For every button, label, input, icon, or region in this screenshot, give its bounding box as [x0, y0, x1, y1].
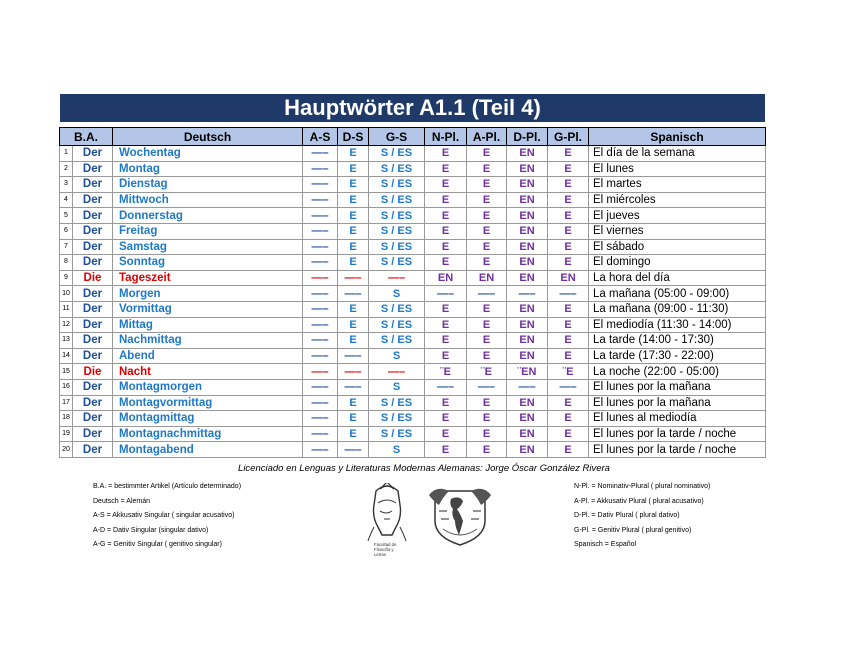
spanish-translation-cell: El lunes al mediodía [589, 411, 766, 427]
german-word-cell: Montagnachmittag [113, 426, 303, 442]
article-cell: Der [73, 255, 113, 271]
genitiv-singular-cell: S / ES [369, 192, 425, 208]
genitiv-singular-cell: S / ES [369, 223, 425, 239]
genitiv-plural-cell: E [548, 177, 589, 193]
nominativ-plural-cell: E [425, 333, 467, 349]
table-row [60, 442, 766, 458]
article-cell: Der [73, 348, 113, 364]
spanish-translation-cell: El sábado [589, 239, 766, 255]
spanish-translation-cell: El lunes [589, 161, 766, 177]
genitiv-plural-cell: E [548, 317, 589, 333]
akkusativ-plural-cell: E [467, 192, 507, 208]
row-number: 1 [60, 146, 73, 162]
akkusativ-singular-cell: —– [303, 255, 338, 271]
german-word-cell: Abend [113, 348, 303, 364]
dativ-plural-cell: ¨EN [507, 364, 548, 380]
nominativ-plural-cell: E [425, 301, 467, 317]
table-row [60, 333, 766, 349]
article-cell: Der [73, 286, 113, 302]
spanish-translation-cell: El domingo [589, 255, 766, 271]
row-number: 4 [60, 192, 73, 208]
spanish-translation-cell: El mediodía (11:30 - 14:00) [589, 317, 766, 333]
spanish-translation-cell: La tarde (17:30 - 22:00) [589, 348, 766, 364]
genitiv-plural-cell: E [548, 301, 589, 317]
spanish-translation-cell: La tarde (14:00 - 17:30) [589, 333, 766, 349]
dativ-singular-cell: E [338, 301, 369, 317]
genitiv-plural-cell: E [548, 239, 589, 255]
german-word-cell: Montagmorgen [113, 379, 303, 395]
dativ-plural-cell: EN [507, 239, 548, 255]
dativ-singular-cell: E [338, 317, 369, 333]
genitiv-singular-cell: S [369, 442, 425, 458]
genitiv-singular-cell: S / ES [369, 161, 425, 177]
akkusativ-singular-cell: —– [303, 239, 338, 255]
dativ-singular-cell: E [338, 177, 369, 193]
table-row [60, 348, 766, 364]
row-number: 19 [60, 426, 73, 442]
header-gpl: G-Pl. [548, 128, 589, 146]
dativ-singular-cell: E [338, 146, 369, 162]
akkusativ-plural-cell: E [467, 301, 507, 317]
article-cell: Der [73, 301, 113, 317]
article-cell: Der [73, 208, 113, 224]
genitiv-plural-cell: E [548, 161, 589, 177]
akkusativ-singular-cell: —– [303, 411, 338, 427]
dativ-plural-cell: EN [507, 411, 548, 427]
akkusativ-singular-cell: —– [303, 161, 338, 177]
akkusativ-plural-cell: E [467, 442, 507, 458]
ffyl-logo [362, 483, 412, 559]
genitiv-plural-cell: —– [548, 379, 589, 395]
genitiv-singular-cell: —– [369, 270, 425, 286]
dativ-plural-cell: EN [507, 348, 548, 364]
genitiv-singular-cell: S [369, 379, 425, 395]
genitiv-singular-cell: S / ES [369, 177, 425, 193]
akkusativ-singular-cell: —– [303, 146, 338, 162]
page-title: Hauptwörter A1.1 (Teil 4) [60, 94, 765, 122]
row-number: 7 [60, 239, 73, 255]
dativ-plural-cell: EN [507, 223, 548, 239]
vocabulary-table [59, 127, 766, 458]
nominativ-plural-cell: E [425, 223, 467, 239]
german-word-cell: Vormittag [113, 301, 303, 317]
header-spanisch: Spanisch [589, 128, 766, 146]
german-word-cell: Donnerstag [113, 208, 303, 224]
spanish-translation-cell: La mañana (09:00 - 11:30) [589, 301, 766, 317]
genitiv-singular-cell: S / ES [369, 301, 425, 317]
spanish-translation-cell: La mañana (05:00 - 09:00) [589, 286, 766, 302]
dativ-plural-cell: EN [507, 442, 548, 458]
akkusativ-plural-cell: —– [467, 379, 507, 395]
row-number: 5 [60, 208, 73, 224]
article-cell: Der [73, 426, 113, 442]
legend-item: D-Pl. = Dativ Plural ( plural dativo) [574, 512, 680, 520]
genitiv-singular-cell: S / ES [369, 426, 425, 442]
akkusativ-singular-cell: —– [303, 348, 338, 364]
akkusativ-singular-cell: —– [303, 333, 338, 349]
article-cell: Der [73, 177, 113, 193]
table-row [60, 395, 766, 411]
genitiv-plural-cell: E [548, 395, 589, 411]
dativ-plural-cell: EN [507, 208, 548, 224]
dativ-plural-cell: EN [507, 177, 548, 193]
genitiv-singular-cell: S / ES [369, 317, 425, 333]
dativ-singular-cell: E [338, 333, 369, 349]
dativ-plural-cell: EN [507, 333, 548, 349]
akkusativ-plural-cell: E [467, 333, 507, 349]
genitiv-plural-cell: —– [548, 286, 589, 302]
akkusativ-singular-cell: —– [303, 192, 338, 208]
legend-item: G-Pl. = Genitiv Plural ( plural genitivo) [574, 526, 692, 534]
genitiv-plural-cell: E [548, 348, 589, 364]
akkusativ-plural-cell: E [467, 239, 507, 255]
akkusativ-singular-cell: —– [303, 286, 338, 302]
row-number: 12 [60, 317, 73, 333]
article-cell: Der [73, 223, 113, 239]
akkusativ-singular-cell: —– [303, 426, 338, 442]
row-number: 2 [60, 161, 73, 177]
dativ-singular-cell: —– [338, 364, 369, 380]
row-number: 16 [60, 379, 73, 395]
spanish-translation-cell: El lunes por la tarde / noche [589, 426, 766, 442]
german-word-cell: Nacht [113, 364, 303, 380]
nominativ-plural-cell: E [425, 395, 467, 411]
genitiv-singular-cell: S [369, 348, 425, 364]
genitiv-singular-cell: S / ES [369, 411, 425, 427]
ffyl-logo-text: Filosofía y [374, 547, 394, 552]
german-word-cell: Morgen [113, 286, 303, 302]
table-row [60, 426, 766, 442]
table-row [60, 208, 766, 224]
genitiv-singular-cell: S [369, 286, 425, 302]
genitiv-plural-cell: E [548, 255, 589, 271]
nominativ-plural-cell: E [425, 348, 467, 364]
row-number: 15 [60, 364, 73, 380]
dativ-plural-cell: EN [507, 146, 548, 162]
genitiv-singular-cell: S / ES [369, 208, 425, 224]
nominativ-plural-cell: E [425, 177, 467, 193]
ffyl-logo-text: Facultad de [374, 542, 397, 547]
dativ-plural-cell: EN [507, 395, 548, 411]
nominativ-plural-cell: E [425, 208, 467, 224]
header-as: A-S [303, 128, 338, 146]
spanish-translation-cell: El lunes por la mañana [589, 379, 766, 395]
header-apl: A-Pl. [467, 128, 507, 146]
table-row [60, 317, 766, 333]
dativ-singular-cell: E [338, 223, 369, 239]
akkusativ-plural-cell: E [467, 223, 507, 239]
akkusativ-plural-cell: E [467, 255, 507, 271]
genitiv-plural-cell: E [548, 192, 589, 208]
akkusativ-plural-cell: E [467, 146, 507, 162]
row-number: 18 [60, 411, 73, 427]
genitiv-singular-cell: S / ES [369, 255, 425, 271]
article-cell: Der [73, 192, 113, 208]
table-row [60, 239, 766, 255]
dativ-plural-cell: —– [507, 286, 548, 302]
akkusativ-singular-cell: —– [303, 177, 338, 193]
dativ-singular-cell: E [338, 395, 369, 411]
akkusativ-singular-cell: —– [303, 301, 338, 317]
dativ-singular-cell: E [338, 255, 369, 271]
author-credit: Licenciado en Lenguas y Literaturas Modernas Alemanas: Jorge Óscar González Rivera [238, 463, 610, 474]
nominativ-plural-cell: —– [425, 286, 467, 302]
dativ-singular-cell: —– [338, 348, 369, 364]
nominativ-plural-cell: E [425, 255, 467, 271]
german-word-cell: Mittwoch [113, 192, 303, 208]
row-number: 8 [60, 255, 73, 271]
german-word-cell: Montagabend [113, 442, 303, 458]
akkusativ-plural-cell: —– [467, 286, 507, 302]
genitiv-plural-cell: E [548, 208, 589, 224]
legend-item: A-D = Dativ Singular (singular dativo) [93, 526, 209, 534]
akkusativ-plural-cell: E [467, 426, 507, 442]
genitiv-plural-cell: E [548, 223, 589, 239]
german-word-cell: Samstag [113, 239, 303, 255]
row-number: 11 [60, 301, 73, 317]
akkusativ-singular-cell: —– [303, 317, 338, 333]
nominativ-plural-cell: E [425, 442, 467, 458]
legend-item: Deutsch = Alemán [93, 497, 151, 505]
nominativ-plural-cell: EN [425, 270, 467, 286]
row-number: 10 [60, 286, 73, 302]
dativ-plural-cell: EN [507, 270, 548, 286]
nominativ-plural-cell: E [425, 192, 467, 208]
akkusativ-plural-cell: ¨E [467, 364, 507, 380]
article-cell: Der [73, 317, 113, 333]
akkusativ-singular-cell: —– [303, 395, 338, 411]
article-cell: Die [73, 270, 113, 286]
article-cell: Der [73, 379, 113, 395]
nominativ-plural-cell: —– [425, 379, 467, 395]
dativ-plural-cell: EN [507, 317, 548, 333]
article-cell: Der [73, 333, 113, 349]
table-row [60, 255, 766, 271]
dativ-singular-cell: —– [338, 286, 369, 302]
german-word-cell: Wochentag [113, 146, 303, 162]
german-word-cell: Nachmittag [113, 333, 303, 349]
german-word-cell: Freitag [113, 223, 303, 239]
dativ-singular-cell: —– [338, 379, 369, 395]
nominativ-plural-cell: ¨E [425, 364, 467, 380]
spanish-translation-cell: El viernes [589, 223, 766, 239]
genitiv-plural-cell: ¨E [548, 364, 589, 380]
akkusativ-plural-cell: EN [467, 270, 507, 286]
genitiv-singular-cell: S / ES [369, 395, 425, 411]
article-cell: Der [73, 395, 113, 411]
header-ba: B.A. [60, 128, 113, 146]
dativ-singular-cell: E [338, 208, 369, 224]
legend-item: A-G = Genitiv Singular ( genitivo singular) [93, 541, 222, 549]
nominativ-plural-cell: E [425, 239, 467, 255]
spanish-translation-cell: El miércoles [589, 192, 766, 208]
table-row [60, 161, 766, 177]
genitiv-plural-cell: E [548, 411, 589, 427]
table-row [60, 192, 766, 208]
dativ-plural-cell: EN [507, 255, 548, 271]
legend-left [93, 480, 241, 553]
ffyl-logo-text: Letras [374, 552, 386, 557]
dativ-singular-cell: E [338, 411, 369, 427]
legend-item: A-S = Akkusativ Singular ( singular acusativo) [93, 512, 235, 520]
genitiv-singular-cell: S / ES [369, 146, 425, 162]
row-number: 17 [60, 395, 73, 411]
akkusativ-singular-cell: —– [303, 442, 338, 458]
header-dpl: D-Pl. [507, 128, 548, 146]
dativ-singular-cell: —– [338, 442, 369, 458]
legend-item: Spanisch = Español [574, 541, 637, 549]
table-row [60, 223, 766, 239]
table-row [60, 146, 766, 162]
german-word-cell: Montagvormittag [113, 395, 303, 411]
article-cell: Der [73, 239, 113, 255]
article-cell: Der [73, 146, 113, 162]
nominativ-plural-cell: E [425, 146, 467, 162]
table-row [60, 411, 766, 427]
german-word-cell: Sonntag [113, 255, 303, 271]
dativ-singular-cell: E [338, 426, 369, 442]
dativ-plural-cell: EN [507, 192, 548, 208]
genitiv-plural-cell: E [548, 333, 589, 349]
german-word-cell: Tageszeit [113, 270, 303, 286]
dativ-singular-cell: E [338, 192, 369, 208]
akkusativ-singular-cell: —– [303, 364, 338, 380]
nominativ-plural-cell: E [425, 426, 467, 442]
table-row [60, 379, 766, 395]
row-number: 6 [60, 223, 73, 239]
dativ-plural-cell: EN [507, 161, 548, 177]
spanish-translation-cell: El lunes por la mañana [589, 395, 766, 411]
legend-item: B.A. = bestimmter Artikel (Artículo determinado) [93, 483, 242, 490]
akkusativ-singular-cell: —– [303, 208, 338, 224]
spanish-translation-cell: El día de la semana [589, 146, 766, 162]
akkusativ-plural-cell: E [467, 208, 507, 224]
spanish-translation-cell: La noche (22:00 - 05:00) [589, 364, 766, 380]
legend-right [574, 480, 710, 553]
genitiv-singular-cell: S / ES [369, 333, 425, 349]
header-ds: D-S [338, 128, 369, 146]
spanish-translation-cell: El lunes por la tarde / noche [589, 442, 766, 458]
row-number: 20 [60, 442, 73, 458]
akkusativ-singular-cell: —– [303, 379, 338, 395]
header-npl: N-Pl. [425, 128, 467, 146]
akkusativ-singular-cell: —– [303, 270, 338, 286]
article-cell: Der [73, 161, 113, 177]
dativ-singular-cell: E [338, 161, 369, 177]
german-word-cell: Montagmittag [113, 411, 303, 427]
nominativ-plural-cell: E [425, 411, 467, 427]
genitiv-plural-cell: E [548, 442, 589, 458]
table-row [60, 301, 766, 317]
german-word-cell: Mittag [113, 317, 303, 333]
genitiv-plural-cell: E [548, 146, 589, 162]
akkusativ-plural-cell: E [467, 161, 507, 177]
dativ-plural-cell: —– [507, 379, 548, 395]
dativ-singular-cell: E [338, 239, 369, 255]
akkusativ-plural-cell: E [467, 317, 507, 333]
akkusativ-plural-cell: E [467, 348, 507, 364]
row-number: 13 [60, 333, 73, 349]
unam-seal-logo [425, 485, 495, 547]
genitiv-singular-cell: —– [369, 364, 425, 380]
genitiv-singular-cell: S / ES [369, 239, 425, 255]
table-row [60, 364, 766, 380]
row-number: 14 [60, 348, 73, 364]
table-header-row [60, 128, 766, 146]
row-number: 3 [60, 177, 73, 193]
akkusativ-plural-cell: E [467, 177, 507, 193]
german-word-cell: Montag [113, 161, 303, 177]
table-row [60, 177, 766, 193]
akkusativ-singular-cell: —– [303, 223, 338, 239]
table-row [60, 270, 766, 286]
legend-item: N-Pl. = Nominativ-Plural ( plural nominativo) [574, 483, 711, 490]
spanish-translation-cell: El jueves [589, 208, 766, 224]
spanish-translation-cell: La hora del día [589, 270, 766, 286]
nominativ-plural-cell: E [425, 161, 467, 177]
article-cell: Der [73, 442, 113, 458]
article-cell: Die [73, 364, 113, 380]
spanish-translation-cell: El martes [589, 177, 766, 193]
dativ-plural-cell: EN [507, 426, 548, 442]
genitiv-plural-cell: E [548, 426, 589, 442]
dativ-plural-cell: EN [507, 301, 548, 317]
table-row [60, 286, 766, 302]
legend-item: A-Pl. = Akkusativ Plural ( plural acusativo) [574, 497, 704, 505]
header-gs: G-S [369, 128, 425, 146]
article-cell: Der [73, 411, 113, 427]
german-word-cell: Dienstag [113, 177, 303, 193]
row-number: 9 [60, 270, 73, 286]
akkusativ-plural-cell: E [467, 411, 507, 427]
header-deutsch: Deutsch [113, 128, 303, 146]
akkusativ-plural-cell: E [467, 395, 507, 411]
nominativ-plural-cell: E [425, 317, 467, 333]
dativ-singular-cell: —– [338, 270, 369, 286]
genitiv-plural-cell: EN [548, 270, 589, 286]
